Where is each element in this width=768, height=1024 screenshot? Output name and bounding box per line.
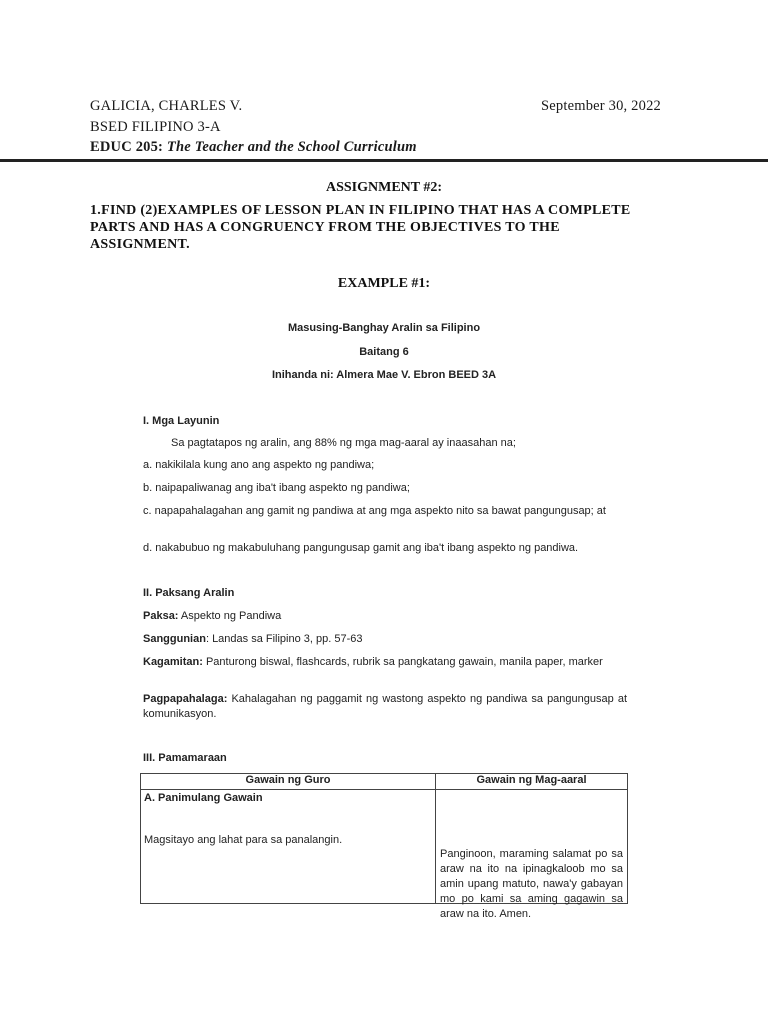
objective-a: a. nakikilala kung ano ang aspekto ng pandiwa; [143,459,375,471]
lesson-plan-title: Masusing-Banghay Aralin sa Filipino [287,322,481,334]
paksa-value: Aspekto ng Pandiwa [178,610,282,622]
objective-d: d. nakabubuo ng makabuluhang pangungusap gamit ang iba't ibang aspekto ng pandiwa. [143,542,579,554]
procedure-table [140,773,628,920]
section-procedure-heading: III. Pamamaraan [143,752,227,764]
sanggunian-label: Sanggunian [143,633,206,645]
pagpapahalaga-line [143,692,627,722]
procedure-table-header [141,774,628,790]
teacher-activity-text: Magsitayo ang lahat para sa panalangin. [144,834,343,846]
program: BSED FILIPINO 3-A [90,119,221,135]
header-divider [0,159,768,162]
assignment-task-line-1: 1.FIND (2)EXAMPLES OF LESSON PLAN IN FILIPINO THAT HAS A COMPLETE [90,203,631,218]
col-teacher-activity: Gawain ng Guro [141,774,436,790]
kagamitan-label: Kagamitan: [143,656,203,668]
assignment-task-line-2: PARTS AND HAS A CONGRUENCY FROM THE OBJECTIVES TO THE [90,220,560,235]
sub-heading-panimulang-gawain: A. Panimulang Gawain [144,792,263,804]
course-title: The Teacher and the School Curriculum [166,139,417,155]
paksa-line [143,609,627,624]
sanggunian-line [143,632,627,647]
student-name: GALICIA, CHARLES V. [90,98,243,114]
paksa-label: Paksa: [143,610,179,622]
section-objectives-heading: I. Mga Layunin [143,415,220,427]
sanggunian-value: : Landas sa Filipino 3, pp. 57-63 [205,633,363,645]
table-row [141,790,628,904]
assignment-title: ASSIGNMENT #2: [325,180,443,195]
kagamitan-line [143,655,627,670]
section-subject-heading: II. Paksang Aralin [143,587,235,599]
course-code: EDUC 205: [90,139,164,155]
pagpapahalaga-label: Pagpapahalaga: [143,693,228,705]
pagpapahalaga-value: Kahalagahan ng paggamit ng wastong aspekto ng pandiwa sa pangungusap at komunikasyon. [143,693,627,720]
teacher-activity-cell [141,790,436,904]
student-activity-text: Panginoon, maraming salamat po sa araw na ito na ipinagkaloob mo sa amin upang matuto, nawa'y gabayan mo po kami sa aming gagawin sa araw na ito. Amen. [440,848,623,920]
assignment-task-line-3: ASSIGNMENT. [90,237,190,252]
col-student-activity: Gawain ng Mag-aaral [436,774,628,790]
objective-b: b. naipapaliwanag ang iba't ibang aspekto ng pandiwa; [143,482,410,494]
lesson-plan-grade: Baitang 6 [359,346,409,358]
objective-c: c. napapahalagahan ang gamit ng pandiwa at ang mga aspekto nito sa bawat pangungusap; at [143,505,606,517]
example-heading: EXAMPLE #1: [337,276,431,291]
course-line [90,139,417,156]
objectives-intro: Sa pagtatapos ng aralin, ang 88% ng mga mag-aaral ay inaasahan na; [171,437,516,449]
lesson-plan-author: Inihanda ni: Almera Mae V. Ebron BEED 3A [271,369,497,381]
student-activity-cell [436,790,628,920]
date: September 30, 2022 [541,98,661,114]
kagamitan-value: Panturong biswal, flashcards, rubrik sa pangkatang gawain, manila paper, marker [202,656,603,668]
